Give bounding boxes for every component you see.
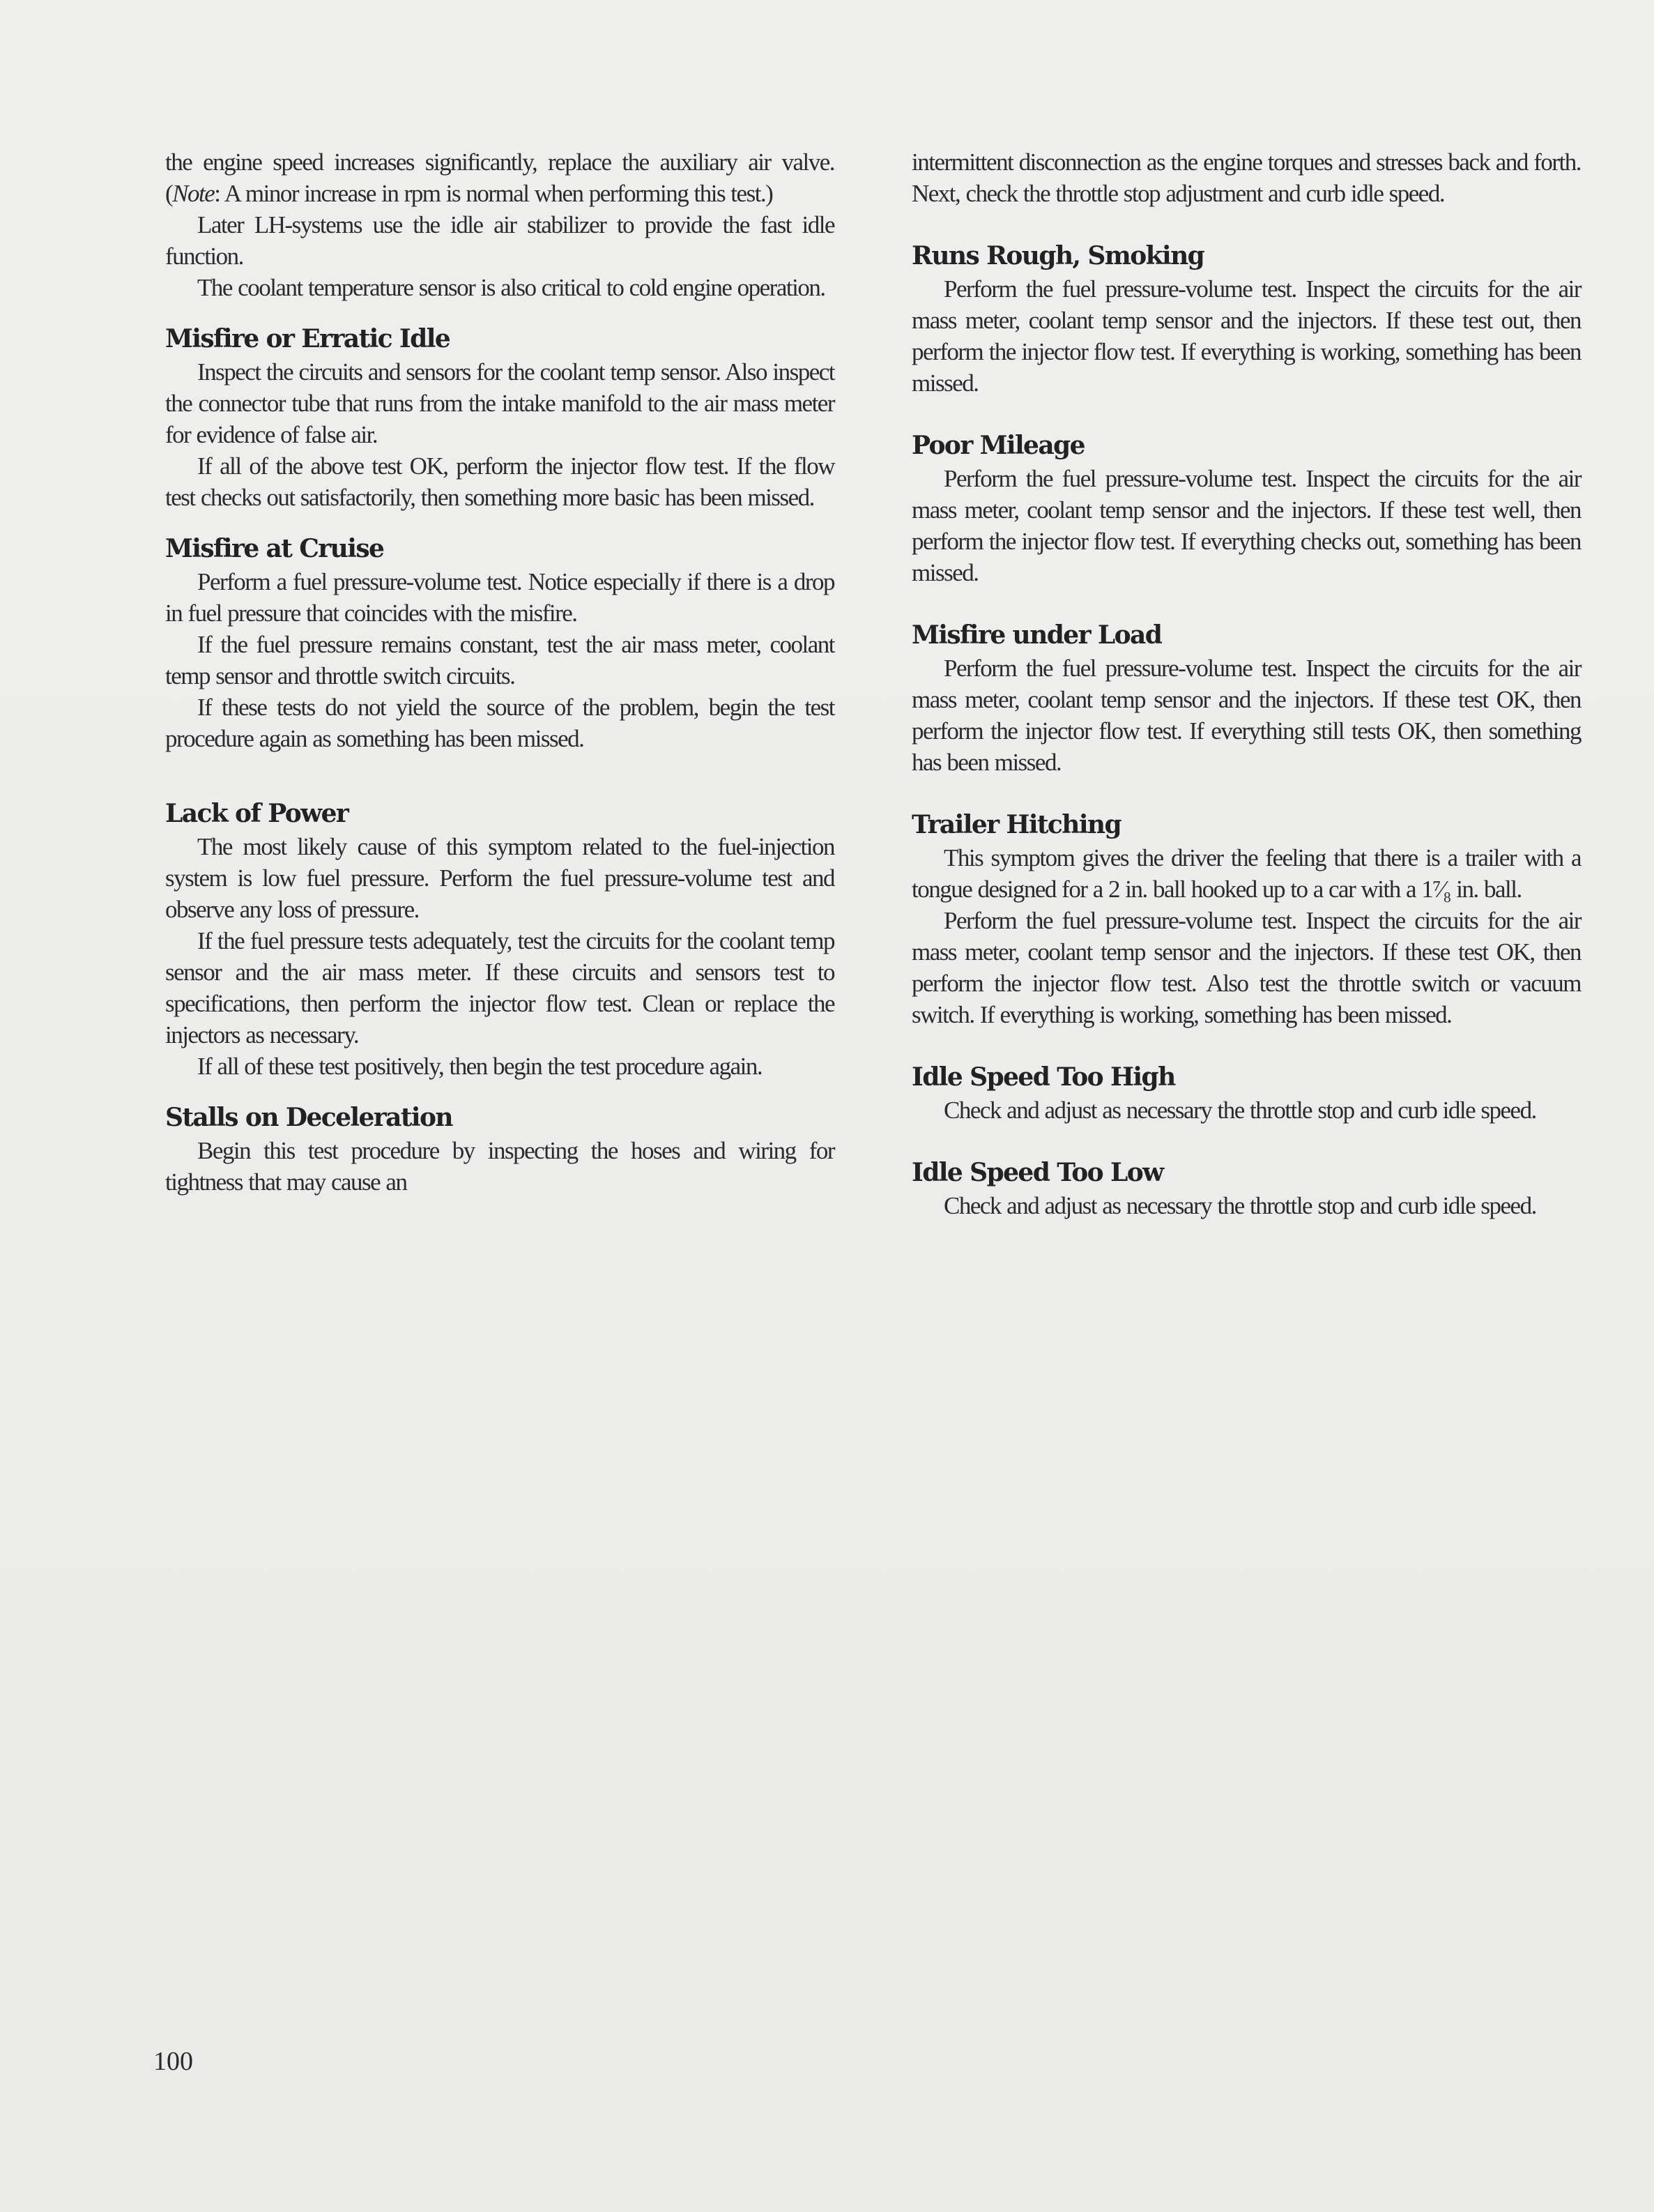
section-heading: Poor Mileage: [912, 431, 1085, 460]
section-misfire-under-load: [912, 619, 1581, 778]
section-paragraph: Begin this test procedure by inspecting the hoses and wiring for tightness that may cause an: [165, 1137, 834, 1196]
section-poor-mileage: [912, 429, 1581, 588]
section-heading: Misfire or Erratic Idle: [165, 324, 450, 353]
section-heading: Idle Speed Too Low: [912, 1158, 1163, 1187]
section-paragraph: Perform a fuel pressure-volume test. Notice especially if there is a drop in fuel pressure that coincides with the misfire.: [165, 568, 834, 627]
intro-paragraph: the engine speed increases significantly, replace the auxiliary air valve. (Note: A minor increase in rpm is normal when performing this test.): [165, 148, 834, 207]
section-paragraph: Perform the fuel pressure-volume test. Inspect the circuits for the air mass meter, coolant temp sensor and the injectors. If these test OK, then perform the injector flow test. If everything still tests OK, then something has been missed.: [912, 655, 1581, 776]
section-lack-of-power: [165, 798, 834, 1082]
page-number: 100: [153, 2047, 193, 2076]
section-heading: Misfire under Load: [912, 620, 1162, 650]
section-paragraph: Perform the fuel pressure-volume test. Inspect the circuits for the air mass meter, coolant temp sensor and the injectors. If these test well, then perform the injector flow test. If everything checks out, something has been missed.: [912, 465, 1581, 586]
section-heading: Trailer Hitching: [912, 810, 1121, 839]
section-trailer-hitching: [912, 809, 1581, 1030]
section-paragraph: If these tests do not yield the source of the problem, begin the test procedure again as something has been missed.: [165, 694, 834, 752]
note-label: Note: [172, 180, 215, 207]
intro-paragraph: intermittent disconnection as the engine torques and stresses back and forth. Next, check the throttle stop adjustment and curb idle speed.: [912, 148, 1581, 207]
section-heading: Misfire at Cruise: [165, 534, 384, 563]
section-runs-rough-smoking: [912, 240, 1581, 399]
intro-paragraph: Later LH-systems use the idle air stabilizer to provide the fast idle function.: [165, 211, 834, 270]
section-paragraph: Check and adjust as necessary the throttle stop and curb idle speed.: [944, 1097, 1536, 1124]
section-stalls-on-deceleration: [165, 1101, 834, 1198]
section-paragraph: Perform the fuel pressure-volume test. Inspect the circuits for the air mass meter, coolant temp sensor and the injectors. If these test out, then perform the injector flow test. If everything is working, something has been missed.: [912, 275, 1581, 397]
section-heading: Idle Speed Too High: [912, 1062, 1175, 1092]
section-paragraph: If all of the above test OK, perform the injector flow test. If the flow test checks out satisfactorily, then something more basic has been missed.: [165, 452, 834, 511]
section-paragraph: If the fuel pressure tests adequately, test the circuits for the coolant temp sensor and the air mass meter. If these circuits and sensors test to specifications, then perform the injector flow test. Clean or replace the injectors as necessary.: [165, 927, 834, 1048]
section-idle-speed-too-high: [912, 1061, 1581, 1126]
section-heading: Lack of Power: [165, 799, 349, 828]
section-paragraph: The most likely cause of this symptom related to the fuel-injection system is low fuel pressure. Perform the fuel pressure-volume test and observe any loss of pressure.: [165, 833, 834, 923]
section-paragraph: Perform the fuel pressure-volume test. Inspect the circuits for the air mass meter, coolant temp sensor and the injectors. If these test OK, then perform the injector flow test. Also test the throttle switch or vacuum switch. If everything is working, something has been missed.: [912, 907, 1581, 1028]
section-heading: Stalls on Deceleration: [165, 1103, 452, 1132]
section-idle-speed-too-low: [912, 1157, 1581, 1221]
section-paragraph: If the fuel pressure remains constant, test the air mass meter, coolant temp sensor and throttle switch circuits.: [165, 631, 834, 689]
section-misfire-at-cruise: [165, 533, 834, 754]
section-misfire-erratic-idle: [165, 323, 834, 513]
left-column: [165, 146, 834, 1217]
right-intro: [912, 146, 1581, 209]
section-paragraph: If all of these test positively, then begin the test procedure again.: [197, 1053, 763, 1080]
intro-paragraph: The coolant temperature sensor is also critical to cold engine operation.: [197, 274, 825, 301]
section-heading: Runs Rough, Smoking: [912, 241, 1204, 270]
section-paragraph: Check and adjust as necessary the throttle stop and curb idle speed.: [944, 1192, 1536, 1219]
section-paragraph: This symptom gives the driver the feeling that there is a trailer with a tongue designed for a 2 in. ball hooked up to a car with a 1⁷⁄₈ in. ball.: [912, 844, 1581, 903]
left-intro: [165, 146, 834, 303]
section-paragraph: Inspect the circuits and sensors for the coolant temp sensor. Also inspect the connector tube that runs from the intake manifold to the air mass meter for evidence of false air.: [165, 358, 834, 448]
right-column: [912, 146, 1581, 1241]
